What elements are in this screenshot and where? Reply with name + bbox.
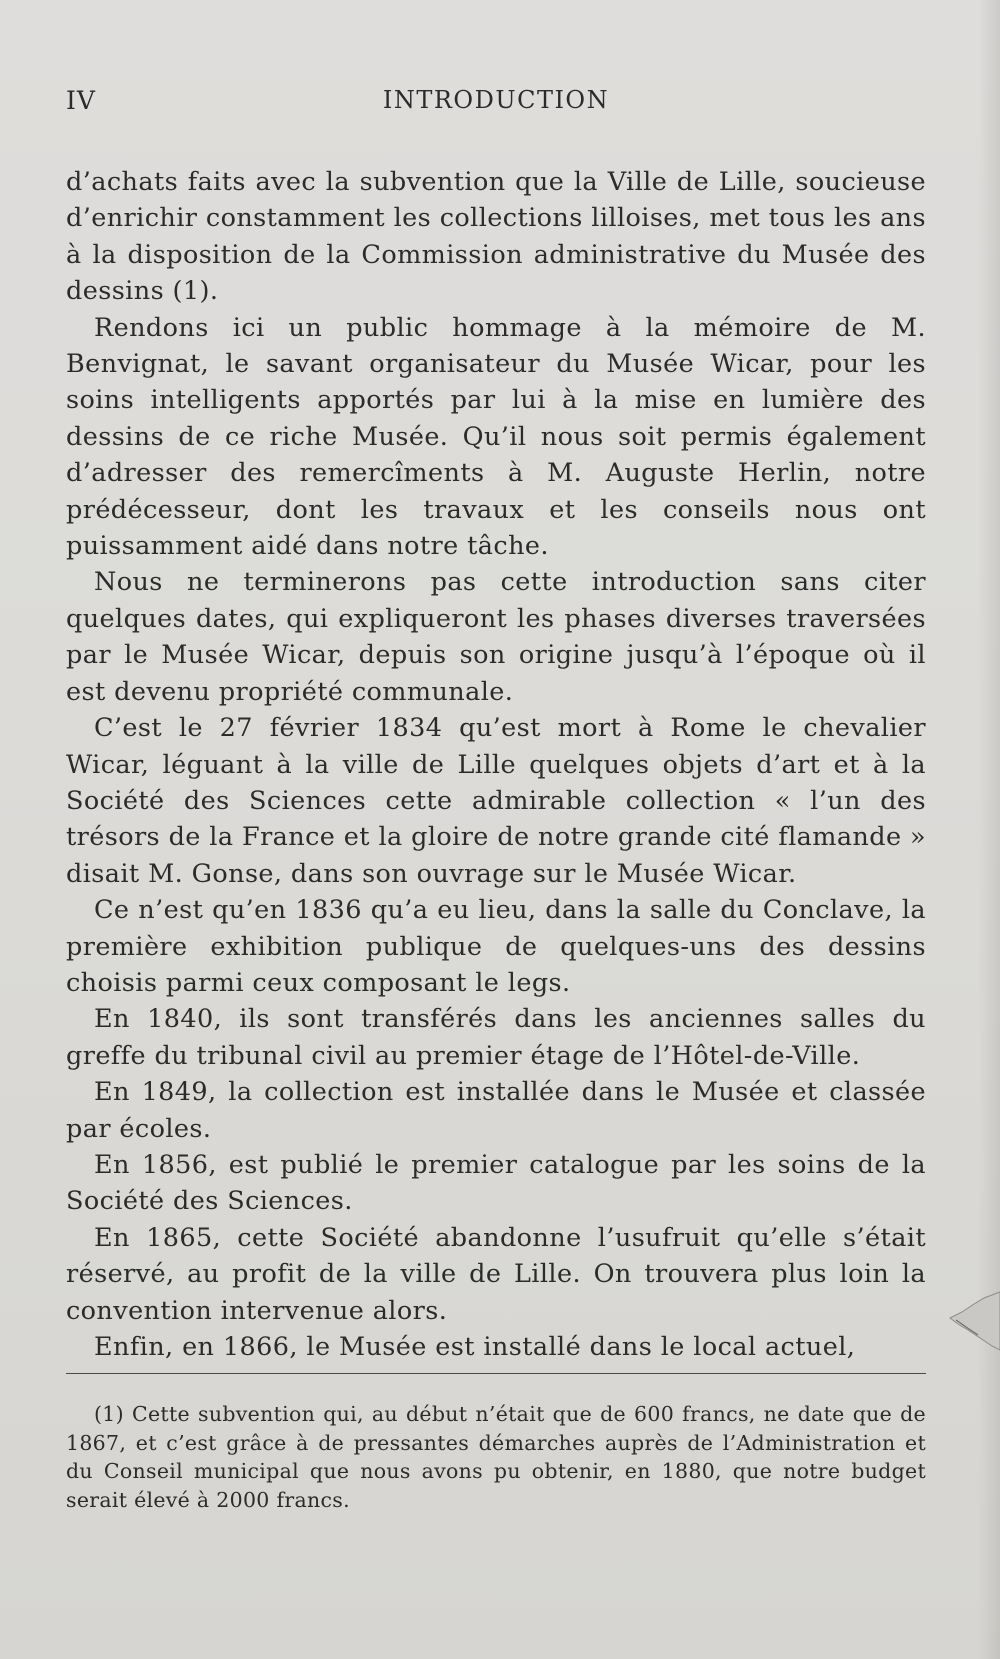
paragraph: En 1840, ils sont transférés dans les anciennes salles du greffe du tribunal civil au premier étage de l’Hôtel-de-Ville.: [66, 1004, 926, 1071]
paragraph: Enfin, en 1866, le Musée est installé dans le local actuel,: [94, 1332, 856, 1362]
paragraph: En 1865, cette Société abandonne l’usufruit qu’elle s’était réservé, au profit de la ville de Lille. On trouvera plus loin la convention intervenue alors.: [66, 1222, 926, 1326]
paragraph: Ce n’est qu’en 1836 qu’a eu lieu, dans la salle du Conclave, la première exhibition publique de quelques-uns des dessins choisis parmi ceux composant le legs.: [66, 895, 926, 998]
body-text: [66, 164, 926, 1365]
page-edge-shadow: [978, 0, 1000, 1659]
torn-page-corner: [944, 1290, 1000, 1352]
paragraph: En 1856, est publié le premier catalogue par les soins de la Société des Sciences.: [66, 1149, 926, 1217]
page-number: IV: [66, 86, 96, 115]
page-header: [66, 86, 926, 122]
paragraph: Rendons ici un public hommage à la mémoire de M. Benvignat, le savant organisateur du Musée Wicar, pour les soins intelligents apportés par lui à la mise en lumière des dessins de ce riche Musée. Qu’il nous soit permis également d’adresser des remercîments à M. Auguste Herlin, notre prédécesseur, dont les travaux et les conseils nous ont puissamment aidé dans notre tâche.: [66, 312, 926, 562]
footnote-divider: [66, 1373, 926, 1374]
paragraph: d’achats faits avec la subvention que la Ville de Lille, soucieuse d’enrichir constamment les collections lilloises, met tous les ans à la disposition de la Commission administrative du Musée des dessins (1).: [66, 167, 926, 307]
footnote: (1) Cette subvention qui, au début n’était que de 600 francs, ne date que de 1867, et c’est grâce à de pressantes démarches auprès de l’Administration et du Conseil municipal que nous avons pu obtenir, en 1880, que notre budget serait élevé à 2000 francs.: [66, 1402, 926, 1512]
paragraph: Nous ne terminerons pas cette introduction sans citer quelques dates, qui expliqueront les phases diverses traversées par le Musée Wicar, depuis son origine jusqu’à l’époque où il est devenu propriété communale.: [66, 567, 926, 707]
paragraph: C’est le 27 février 1834 qu’est mort à Rome le chevalier Wicar, léguant à la ville de Lille quelques objets d’art et à la Société des Sciences cette admirable collection « l’un des trésors de la France et la gloire de notre grande cité flamande » disait M. Gonse, dans son ouvrage sur le Musée Wicar.: [66, 713, 926, 889]
running-title: INTRODUCTION: [382, 86, 610, 114]
paragraph: En 1849, la collection est installée dans le Musée et classée par écoles.: [66, 1077, 926, 1144]
